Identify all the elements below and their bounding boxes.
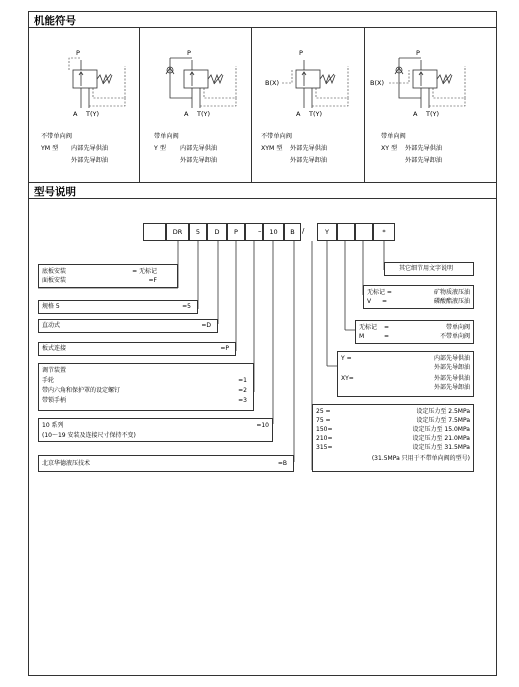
option-value: =P bbox=[220, 345, 229, 352]
code-cell-check bbox=[337, 223, 355, 241]
option-label: 带锁手柄 bbox=[42, 397, 67, 404]
option-value: 设定压力至 31.5MPa bbox=[412, 444, 470, 451]
option-value: 磷酸酯液压油 bbox=[433, 298, 470, 305]
option-value: 设定压力至 21.0MPa bbox=[412, 435, 470, 442]
option-value: =1 bbox=[238, 377, 247, 384]
port-label-a: A bbox=[296, 110, 301, 118]
symbol-caption-line1: 不带单向阀 bbox=[41, 133, 72, 140]
port-label-t: T(Y) bbox=[86, 110, 100, 118]
port-label-b: B(X) bbox=[370, 79, 384, 87]
option-key: 150= bbox=[316, 426, 333, 433]
section-title-symbols: 机能符号 bbox=[34, 15, 76, 27]
option-value: 不带单向阀 bbox=[439, 333, 470, 340]
option-label: 规格 5 bbox=[42, 303, 60, 310]
option-label: 底板安装 bbox=[42, 268, 67, 275]
option-label: 手轮 bbox=[42, 377, 55, 384]
option-box-direct bbox=[38, 319, 218, 333]
symbol-caption-desc1: 内部先导供油 bbox=[180, 145, 218, 152]
symbol-caption-desc1: 外部先导供油 bbox=[290, 145, 328, 152]
option-note: (31.5MPa 只用于不带单向阀的型号) bbox=[371, 455, 470, 462]
port-label-p: P bbox=[76, 49, 80, 57]
option-value: 外部先导卸油 bbox=[433, 384, 470, 391]
option-box-pilot bbox=[337, 351, 474, 397]
option-note: (10～19 安装及连接尺寸保持不变) bbox=[42, 432, 136, 439]
option-value: =3 bbox=[238, 397, 247, 404]
port-label-a: A bbox=[73, 110, 78, 118]
option-value: 内部先导供油 bbox=[433, 355, 470, 362]
option-box-adjust bbox=[38, 363, 254, 411]
port-label-t: T(Y) bbox=[197, 110, 211, 118]
option-value: 设定压力至 7.5MPa bbox=[416, 417, 470, 424]
code-dash: – bbox=[258, 227, 262, 235]
port-label-p: P bbox=[187, 49, 191, 57]
option-box-series bbox=[38, 418, 273, 442]
option-box-other bbox=[384, 262, 474, 276]
option-key: 25 = bbox=[316, 408, 331, 415]
code-cell-other: * bbox=[373, 223, 395, 241]
code-cell-dr: DR bbox=[166, 223, 189, 241]
symbol-caption-desc2: 外部先导卸油 bbox=[290, 157, 328, 164]
option-key: XY= bbox=[341, 375, 354, 382]
port-label-b: B(X) bbox=[265, 79, 279, 87]
symbol-caption-line1: 带单向阀 bbox=[381, 133, 406, 140]
option-label: 北京华德液压技术 bbox=[42, 460, 91, 467]
symbol-caption-line1: 不带单向阀 bbox=[261, 133, 292, 140]
option-key: Y = bbox=[341, 355, 352, 362]
port-label-a: A bbox=[413, 110, 418, 118]
option-key: 无标记 = bbox=[367, 289, 392, 296]
symbol-caption-type: Y 型 bbox=[154, 145, 166, 152]
symbol-caption-line1: 带单向阀 bbox=[154, 133, 179, 140]
option-label: 10 系列 bbox=[42, 422, 64, 429]
code-cell-tech: B bbox=[284, 223, 301, 241]
option-box-pressure bbox=[312, 404, 474, 472]
option-label: 带内六角和保护罩的设定螺钉 bbox=[42, 387, 121, 394]
option-key: 75 = bbox=[316, 417, 331, 424]
option-value: =10 bbox=[256, 422, 269, 429]
option-box-check bbox=[355, 320, 474, 344]
option-key: = bbox=[382, 298, 388, 305]
option-value: 设定压力至 15.0MPa bbox=[412, 426, 470, 433]
option-key: 315= bbox=[316, 444, 333, 451]
option-box-plate bbox=[38, 342, 236, 356]
option-value: =D bbox=[201, 322, 211, 329]
option-value: =2 bbox=[238, 387, 247, 394]
symbol-caption-desc2: 外部先导卸油 bbox=[180, 157, 218, 164]
option-key: 无标记 bbox=[359, 324, 378, 331]
option-box-tech bbox=[38, 455, 294, 472]
symbol-caption-desc1: 外部先导供油 bbox=[405, 145, 443, 152]
option-value: 设定压力至 2.5MPa bbox=[416, 408, 470, 415]
option-key: = bbox=[384, 333, 390, 340]
option-key: = bbox=[384, 324, 390, 331]
port-label-p: P bbox=[416, 49, 420, 57]
option-value: =F bbox=[148, 277, 157, 284]
option-title: 调节装置 bbox=[42, 367, 67, 374]
symbol-caption-desc1: 内部先导供油 bbox=[71, 145, 109, 152]
option-key: V bbox=[367, 298, 372, 305]
option-box-size bbox=[38, 300, 198, 314]
code-cell-pilot: Y bbox=[317, 223, 337, 241]
option-label: 直动式 bbox=[42, 322, 61, 329]
code-cell-direct: D bbox=[207, 223, 227, 241]
section-title-model: 型号说明 bbox=[34, 186, 76, 198]
port-label-t: T(Y) bbox=[426, 110, 440, 118]
option-value: 矿物质液压油 bbox=[433, 289, 470, 296]
option-value: 外部先导供油 bbox=[433, 375, 470, 382]
option-key: 210= bbox=[316, 435, 333, 442]
code-slash: / bbox=[302, 227, 305, 235]
option-value: 带单向阀 bbox=[445, 324, 470, 331]
option-value: = 无标记 bbox=[132, 268, 157, 275]
option-value: 外部先导卸油 bbox=[433, 364, 470, 371]
code-cell-plate: P bbox=[227, 223, 245, 241]
symbol-caption-type: XYM 型 bbox=[261, 145, 283, 152]
option-label: 面板安装 bbox=[42, 277, 67, 284]
code-cell-oil bbox=[355, 223, 373, 241]
port-label-p: P bbox=[299, 49, 303, 57]
code-cell bbox=[143, 223, 166, 241]
option-box-oil bbox=[363, 285, 474, 309]
port-label-t: T(Y) bbox=[309, 110, 323, 118]
symbol-caption-desc2: 外部先导卸油 bbox=[71, 157, 109, 164]
option-value: =5 bbox=[182, 303, 191, 310]
option-box-mount bbox=[38, 264, 178, 288]
symbol-caption-desc2: 外部先导卸油 bbox=[405, 157, 443, 164]
symbol-caption-type: YM 型 bbox=[41, 145, 59, 152]
code-cell-series: 10 bbox=[263, 223, 284, 241]
option-value: =B bbox=[277, 460, 287, 467]
option-label: 其它细节用文字说明 bbox=[399, 265, 454, 272]
port-label-a: A bbox=[184, 110, 189, 118]
symbol-caption-type: XY 型 bbox=[381, 145, 398, 152]
option-key: M bbox=[359, 333, 365, 340]
option-label: 板式连接 bbox=[42, 345, 67, 352]
code-cell-size: 5 bbox=[189, 223, 207, 241]
